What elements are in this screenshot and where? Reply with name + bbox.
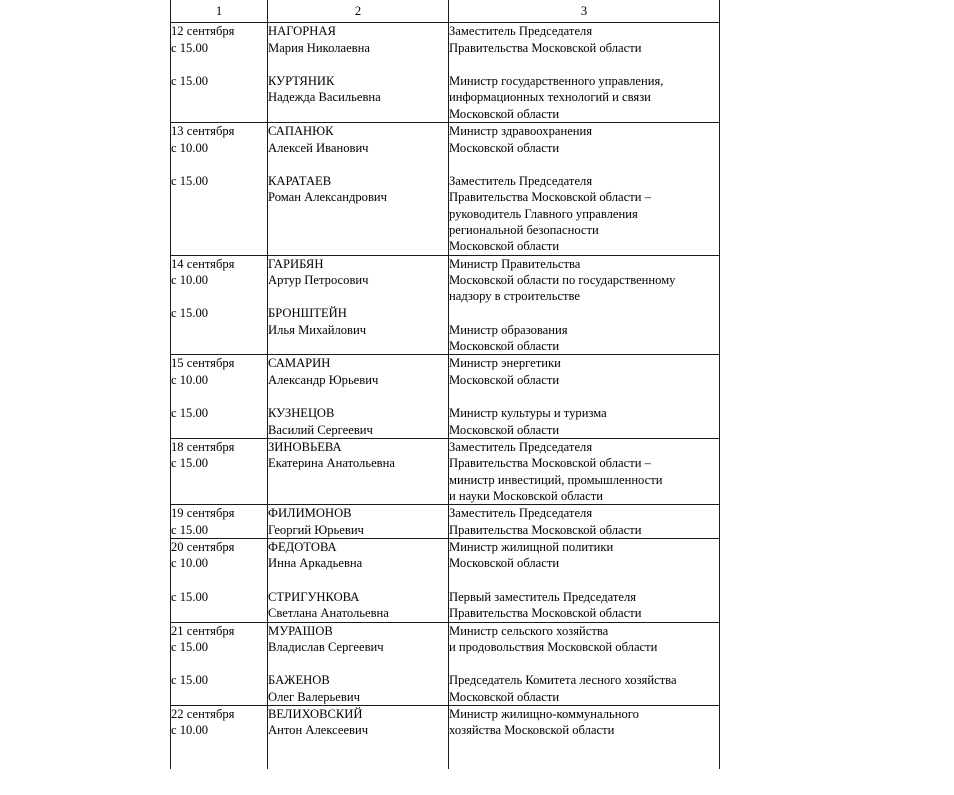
date-cell [171, 438, 268, 504]
person-surname: САМАРИН [268, 356, 331, 371]
person-entry [268, 256, 448, 289]
person-cell [268, 539, 449, 622]
date-entry [171, 672, 267, 688]
position-entry [449, 623, 719, 656]
position-cell [449, 622, 720, 705]
person-surname: ВЕЛИХОВСКИЙ [268, 706, 363, 721]
person-entry [268, 505, 448, 538]
date-entry [171, 23, 267, 56]
position-line: руководитель Главного управления [449, 206, 638, 221]
reception-time: с 15.00 [171, 522, 209, 537]
date-entry [171, 73, 267, 89]
reception-time: с 10.00 [171, 273, 209, 288]
table-row [171, 705, 720, 768]
person-entry [268, 589, 448, 622]
reception-date: 13 сентября [171, 124, 235, 139]
position-entry [449, 256, 719, 305]
position-line: Московской области [449, 422, 560, 437]
position-line: Министр сельского хозяйства [449, 623, 609, 638]
table-header [171, 0, 720, 23]
date-cell [171, 123, 268, 256]
person-given-name: Алексей Иванович [268, 140, 369, 155]
reception-date: 22 сентября [171, 706, 235, 721]
position-line: Московской области по государственному [449, 273, 676, 288]
date-entry [171, 706, 267, 739]
position-line: Первый заместитель Председателя [449, 589, 637, 604]
person-entry [268, 173, 448, 206]
reception-time: с 15.00 [171, 456, 209, 471]
reception-date: 12 сентября [171, 24, 235, 39]
reception-date: 20 сентября [171, 540, 235, 555]
position-line: Московской области [449, 372, 560, 387]
position-entry [449, 173, 719, 255]
position-line: Заместитель Председателя [449, 506, 593, 521]
position-entry [449, 23, 719, 56]
position-line: Московской области [449, 140, 560, 155]
position-line: и науки Московской области [449, 488, 603, 503]
position-line: Председатель Комитета лесного хозяйства [449, 673, 677, 688]
reception-date: 15 сентября [171, 356, 235, 371]
column-number-3: 3 [449, 0, 720, 23]
person-cell [268, 23, 449, 123]
reception-time: с 15.00 [171, 306, 209, 321]
column-number-row [171, 0, 720, 23]
table-row [171, 438, 720, 504]
person-cell [268, 355, 449, 438]
date-entry [171, 405, 267, 421]
position-line: Заместитель Председателя [449, 439, 593, 454]
date-entry [171, 123, 267, 156]
position-entry [449, 123, 719, 156]
person-given-name: Георгий Юрьевич [268, 522, 364, 537]
position-entry [449, 589, 719, 622]
person-surname: ЗИНОВЬЕВА [268, 439, 342, 454]
table-row [171, 539, 720, 622]
reception-time: с 15.00 [171, 406, 209, 421]
position-line: Правительства Московской области – [449, 456, 651, 471]
reception-time: с 15.00 [171, 673, 209, 688]
person-entry [268, 539, 448, 572]
date-entry [171, 256, 267, 289]
person-given-name: Александр Юрьевич [268, 372, 379, 387]
position-line: Правительства Московской области – [449, 190, 651, 205]
position-line: министр инвестиций, промышленности [449, 472, 663, 487]
schedule-table [170, 0, 720, 769]
position-entry [449, 73, 719, 122]
position-line: Московской области [449, 106, 560, 121]
person-surname: ФЕДОТОВА [268, 540, 337, 555]
person-cell [268, 438, 449, 504]
person-entry [268, 405, 448, 438]
person-given-name: Антон Алексеевич [268, 723, 369, 738]
position-entry [449, 405, 719, 438]
position-line: Правительства Московской области [449, 522, 642, 537]
date-entry [171, 355, 267, 388]
person-entry [268, 23, 448, 56]
position-line: Московской области [449, 689, 560, 704]
person-entry [268, 439, 448, 472]
position-line: Министр жилищной политики [449, 540, 614, 555]
position-line: Министр образования [449, 322, 568, 337]
date-cell [171, 355, 268, 438]
table-row [171, 123, 720, 256]
position-entry [449, 539, 719, 572]
date-cell [171, 539, 268, 622]
position-cell [449, 705, 720, 768]
reception-time: с 15.00 [171, 589, 209, 604]
date-entry [171, 439, 267, 472]
position-line: Министр жилищно-коммунального [449, 706, 639, 721]
reception-time: с 10.00 [171, 372, 209, 387]
person-cell [268, 505, 449, 539]
position-line: Министр энергетики [449, 356, 561, 371]
date-cell [171, 23, 268, 123]
person-entry [268, 355, 448, 388]
reception-date: 18 сентября [171, 439, 235, 454]
person-surname: МУРАШОВ [268, 623, 333, 638]
position-line: Правительства Московской области [449, 40, 642, 55]
person-surname: ФИЛИМОНОВ [268, 506, 352, 521]
position-entry [449, 355, 719, 388]
person-given-name: Светлана Анатольевна [268, 606, 389, 621]
position-entry [449, 505, 719, 538]
table-row [171, 23, 720, 123]
position-line: Заместитель Председателя [449, 173, 593, 188]
position-cell [449, 255, 720, 355]
person-surname: КУЗНЕЦОВ [268, 406, 335, 421]
person-cell [268, 255, 449, 355]
person-given-name: Владислав Сергеевич [268, 639, 384, 654]
position-line: Московской области [449, 556, 560, 571]
reception-time: с 15.00 [171, 40, 209, 55]
position-line: Правительства Московской области [449, 606, 642, 621]
reception-date: 21 сентября [171, 623, 235, 638]
person-given-name: Василий Сергеевич [268, 422, 373, 437]
table-row [171, 355, 720, 438]
date-entry [171, 305, 267, 321]
position-line: Министр здравоохранения [449, 124, 593, 139]
person-given-name: Олег Валерьевич [268, 689, 360, 704]
reception-time: с 10.00 [171, 140, 209, 155]
person-entry [268, 623, 448, 656]
position-entry [449, 322, 719, 355]
date-entry [171, 505, 267, 538]
person-given-name: Роман Александрович [268, 190, 387, 205]
reception-date: 14 сентября [171, 256, 235, 271]
person-given-name: Инна Аркадьевна [268, 556, 363, 571]
position-line: Московской области [449, 239, 560, 254]
position-line: надзору в строительстве [449, 289, 581, 304]
person-cell [268, 123, 449, 256]
position-line: Заместитель Председателя [449, 24, 593, 39]
position-entry [449, 706, 719, 739]
person-entry [268, 73, 448, 106]
date-entry [171, 589, 267, 605]
position-line: информационных технологий и связи [449, 90, 651, 105]
table-row [171, 505, 720, 539]
person-surname: СТРИГУНКОВА [268, 589, 360, 604]
date-cell [171, 255, 268, 355]
reception-time: с 10.00 [171, 556, 209, 571]
person-surname: ГАРИБЯН [268, 256, 324, 271]
person-entry [268, 706, 448, 739]
position-line: и продовольствия Московской области [449, 639, 658, 654]
position-line: Министр Правительства [449, 256, 581, 271]
position-entry [449, 672, 719, 705]
person-given-name: Илья Михайлович [268, 322, 367, 337]
position-cell [449, 505, 720, 539]
reception-time: с 15.00 [171, 173, 209, 188]
person-given-name: Надежда Васильевна [268, 90, 381, 105]
table-body [171, 23, 720, 769]
date-cell [171, 705, 268, 768]
date-cell [171, 505, 268, 539]
position-cell [449, 355, 720, 438]
date-entry [171, 539, 267, 572]
reception-time: с 10.00 [171, 723, 209, 738]
person-entry [268, 123, 448, 156]
position-line: хозяйства Московской области [449, 723, 615, 738]
person-given-name: Артур Петросович [268, 273, 369, 288]
person-surname: БРОНШТЕЙН [268, 306, 347, 321]
date-entry [171, 623, 267, 656]
table-row [171, 622, 720, 705]
person-surname: САПАНЮК [268, 124, 334, 139]
person-entry [268, 672, 448, 705]
position-cell [449, 23, 720, 123]
person-surname: НАГОРНАЯ [268, 24, 336, 39]
position-line: региональной безопасности [449, 222, 599, 237]
position-cell [449, 438, 720, 504]
table-row [171, 255, 720, 355]
position-line: Министр государственного управления, [449, 74, 664, 89]
reception-date: 19 сентября [171, 506, 235, 521]
person-cell [268, 705, 449, 768]
person-surname: БАЖЕНОВ [268, 673, 330, 688]
reception-time: с 15.00 [171, 74, 209, 89]
column-number-1: 1 [171, 0, 268, 23]
reception-time: с 15.00 [171, 639, 209, 654]
person-surname: КУРТЯНИК [268, 74, 335, 89]
position-cell [449, 123, 720, 256]
person-cell [268, 622, 449, 705]
person-surname: КАРАТАЕВ [268, 173, 332, 188]
column-number-2: 2 [268, 0, 449, 23]
person-given-name: Мария Николаевна [268, 40, 370, 55]
position-entry [449, 439, 719, 504]
person-entry [268, 305, 448, 338]
position-line: Министр культуры и туризма [449, 406, 607, 421]
date-cell [171, 622, 268, 705]
position-cell [449, 539, 720, 622]
position-line: Московской области [449, 339, 560, 354]
person-given-name: Екатерина Анатольевна [268, 456, 395, 471]
date-entry [171, 173, 267, 189]
